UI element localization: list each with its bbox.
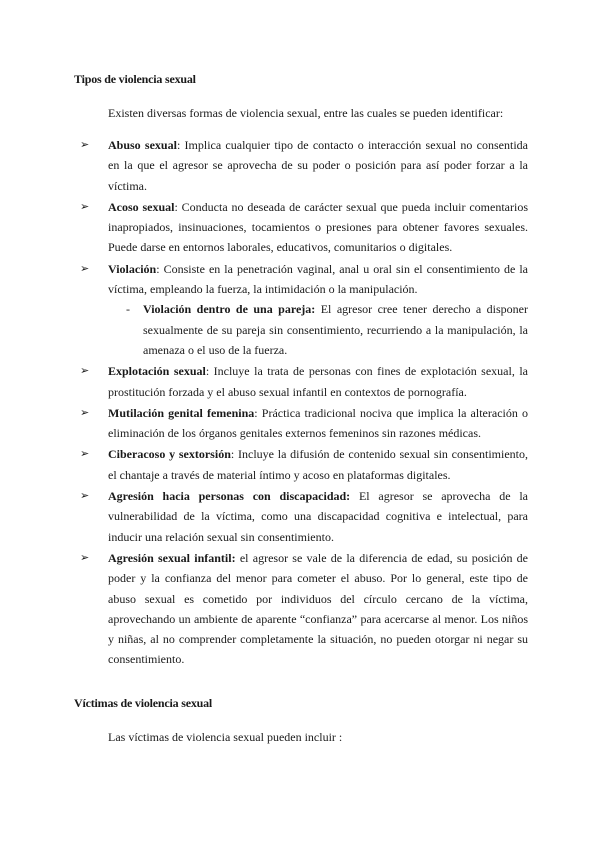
victims-intro-paragraph: Las víctimas de violencia sexual pueden incluir : bbox=[108, 730, 343, 744]
arrowhead-bullet-icon: ➢ bbox=[80, 405, 90, 419]
item-text: Implica cualquier tipo de contacto o interacción sexual no consentida en la que el agresor se aprovecha de su poder o posición para así poder forzar a la víctima. bbox=[108, 138, 528, 193]
section-heading-victims: Víctimas de violencia sexual bbox=[74, 696, 213, 710]
arrowhead-bullet-icon: ➢ bbox=[80, 489, 90, 503]
violacion-sublist bbox=[108, 299, 528, 360]
item-term: Ciberacoso y sextorsión bbox=[108, 447, 231, 462]
item-separator: : bbox=[254, 405, 258, 420]
item-term: Agresión sexual infantil: bbox=[108, 550, 236, 565]
item-separator: : bbox=[156, 261, 160, 276]
item-separator: : bbox=[230, 447, 235, 462]
list-item-abuso-sexual bbox=[80, 135, 528, 196]
item-term: Abuso sexual bbox=[108, 138, 177, 152]
section-heading-types: Tipos de violencia sexual bbox=[74, 72, 196, 86]
violence-types-list bbox=[80, 135, 529, 671]
list-item-violacion bbox=[80, 259, 528, 360]
arrowhead-bullet-icon: ➢ bbox=[80, 261, 90, 275]
item-term: Violación bbox=[108, 261, 157, 276]
arrowhead-bullet-icon: ➢ bbox=[80, 138, 90, 151]
arrowhead-bullet-icon: ➢ bbox=[80, 199, 90, 213]
sublist-item-violacion-pareja bbox=[126, 299, 528, 360]
item-term: Acoso sexual bbox=[108, 199, 175, 214]
subitem-term: Violación dentro de una pareja: bbox=[143, 302, 316, 317]
item-text: Consiste en la penetración vaginal, anal u oral sin el consentimiento de la víctima, empleando la fuerza, la intimidación o la manipulación. bbox=[108, 261, 528, 297]
item-text: Incluye la trata de personas con fines de explotación sexual, la prostitución forzada y el abuso sexual infantil en contextos de pornografía. bbox=[108, 364, 528, 399]
arrowhead-bullet-icon: ➢ bbox=[80, 364, 90, 378]
arrowhead-bullet-icon: ➢ bbox=[80, 550, 90, 564]
item-separator: : bbox=[174, 199, 178, 214]
dash-marker: - bbox=[126, 302, 130, 317]
item-text: El agresor se aprovecha de la vulnerabilidad de la víctima, como una discapacidad cognitiva e intelectual, para inducir una relación sexual sin consentimiento. bbox=[108, 489, 529, 544]
item-text: Incluye la difusión de contenido sexual sin consentimiento, el chantaje a través de material íntimo y acoso en plataformas digitales. bbox=[108, 447, 528, 482]
arrowhead-bullet-icon: ➢ bbox=[80, 447, 90, 461]
item-term: Explotación sexual bbox=[108, 364, 206, 379]
list-item-ciberacoso bbox=[80, 444, 528, 485]
item-separator: : bbox=[205, 364, 210, 379]
subitem-text: El agresor cree tener derecho a disponer sexualmente de su pareja sin consentimiento, recurriendo a la manipulación, la amenaza o el uso de la fuerza. bbox=[143, 302, 528, 357]
list-item-mutilacion-genital bbox=[80, 403, 528, 444]
list-item-acoso-sexual bbox=[80, 197, 528, 258]
item-term: Mutilación genital femenina bbox=[108, 405, 255, 420]
list-item-agresion-discapacidad bbox=[80, 486, 529, 547]
item-text: Práctica tradicional nociva que implica la alteración o eliminación de los órganos genitales externos femeninos sin razones médicas. bbox=[108, 405, 528, 441]
list-item-agresion-infantil bbox=[80, 548, 529, 670]
item-text: Conducta no deseada de carácter sexual que pueda incluir comentarios inapropiados, insinuaciones, tocamientos o presiones para obtener favores sexuales. Puede darse en entornos laborales, educativos, comunitarios o digitales. bbox=[108, 199, 528, 255]
item-separator: : bbox=[176, 138, 181, 152]
list-item-explotacion-sexual bbox=[80, 361, 528, 402]
item-text: el agresor se vale de la diferencia de edad, su posición de poder y la confianza del menor para cometer el abuso. Por lo general, este tipo de abuso sexual es cometido por individuos del círculo cercano de la víctima, aprovechando un ambiente de aparente “confianza” para acercarse al menor. Los niños y niñas, al no comprender completamente la situación, no pueden otorgar ni negar su consentimiento. bbox=[108, 550, 529, 667]
types-intro-paragraph: Existen diversas formas de violencia sexual, entre las cuales se pueden identificar: bbox=[108, 106, 504, 120]
item-term: Agresión hacia personas con discapacidad: bbox=[108, 489, 351, 504]
